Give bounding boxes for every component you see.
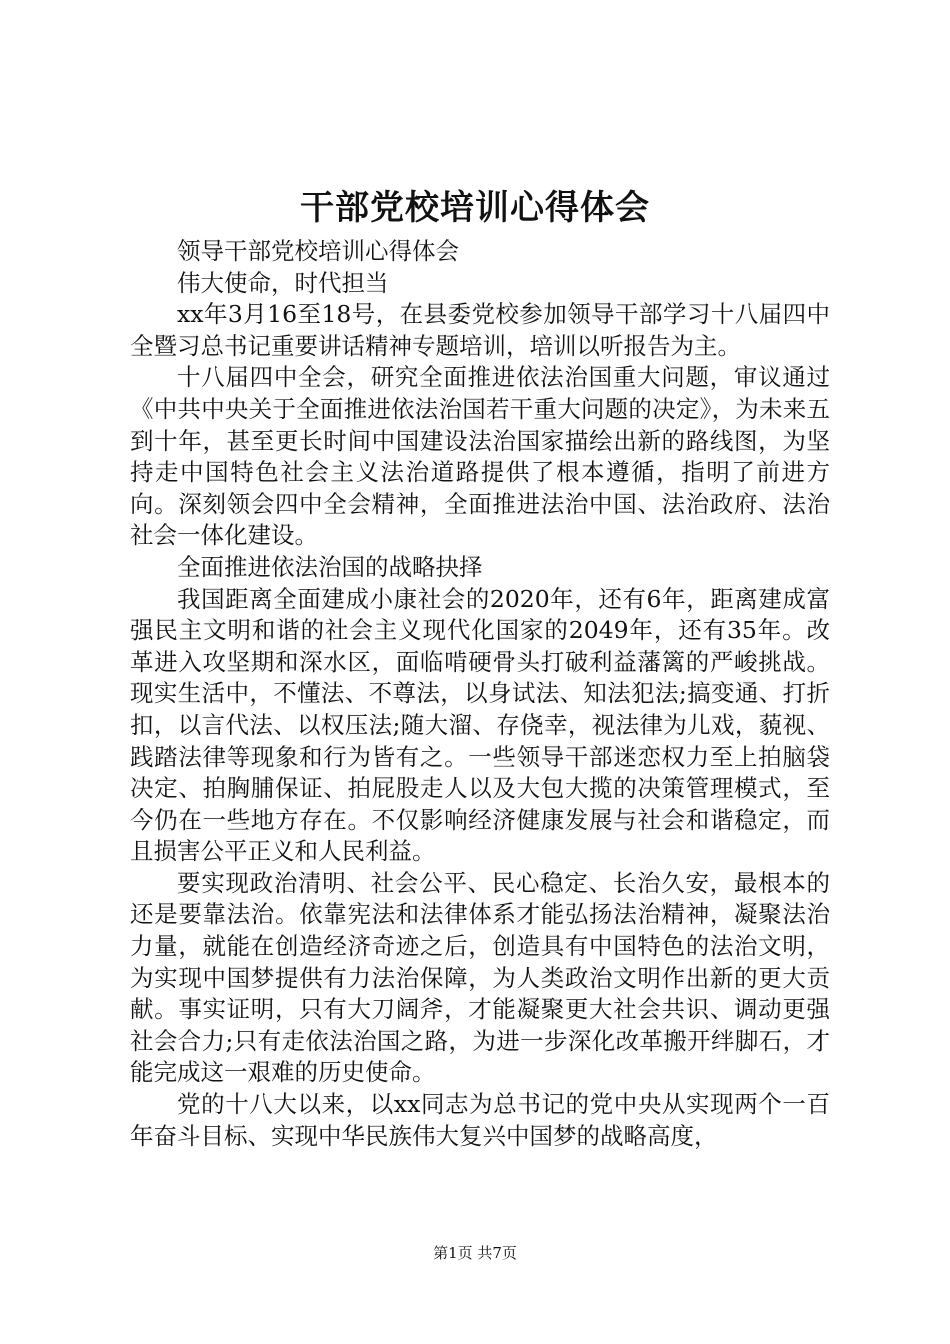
paragraph-challenges: 我国距离全面建成小康社会的2020年，还有6年，距离建成富强民主文明和谐的社会主义现代化国家的2049年，还有35年。改革进入攻坚期和深水区，面临啃硬骨头打破利益藩篱的严峻挑战。现实生活中，不懂法、不尊法，以身试法、知法犯法;搞变通、打折扣，以言代法、以权压法;随大溜、存侥幸，视法律为儿戏，藐视、践踏法律等现象和行为皆有之。一些领导干部迷恋权力至上拍脑袋决定、拍胸脯保证、拍屁股走人以及大包大揽的决策管理模式，至今仍在一些地方存在。不仅影响经济健康发展与社会和谐稳定，而且损害公平正义和人民利益。	[130, 584, 830, 866]
paragraph-subtitle: 领导干部党校培训心得体会	[177, 237, 459, 265]
document-title: 干部党校培训心得体会	[300, 188, 650, 228]
page-footer: 第1页 共7页	[433, 1244, 517, 1262]
paragraph-training-intro: xx年3月16至18号，在县委党校参加领导干部学习十八届四中全暨习总书记重要讲话精神专题培训，培训以听报告为主。	[130, 300, 830, 360]
document-body	[130, 236, 830, 1152]
paragraph-since-18th-congress: 党的十八大以来，以xx同志为总书记的党中央从实现两个一百年奋斗目标、实现中华民族伟大复兴中国梦的战略高度，	[130, 1090, 830, 1150]
paragraph-fourth-plenum: 十八届四中全会，研究全面推进依法治国重大问题，审议通过《中共中央关于全面推进依法治国若干重大问题的决定》，为未来五到十年，甚至更长时间中国建设法治国家描绘出新的路线图，为坚持走中国特色社会主义法治道路提供了根本遵循，指明了前进方向。深刻领会四中全会精神，全面推进法治中国、法治政府、法治社会一体化建设。	[130, 363, 830, 550]
paragraph-heading-strategy: 全面推进依法治国的战略抉择	[177, 552, 483, 581]
paragraph-rule-of-law: 要实现政治清明、社会公平、民心稳定、长治久安，最根本的还是要靠法治。依靠宪法和法律体系才能弘扬法治精神，凝聚法治力量，就能在创造经济奇迹之后，创造具有中国特色的法治文明，为实现中国梦提供有力法治保障，为人类政治文明作出新的更大贡献。事实证明，只有大刀阔斧，才能凝聚更大社会共识、调动更强社会合力;只有走依法治国之路，为进一步深化改革搬开绊脚石，才能完成这一艰难的历史使命。	[130, 868, 830, 1087]
paragraph-heading-mission: 伟大使命，时代担当	[177, 268, 389, 297]
